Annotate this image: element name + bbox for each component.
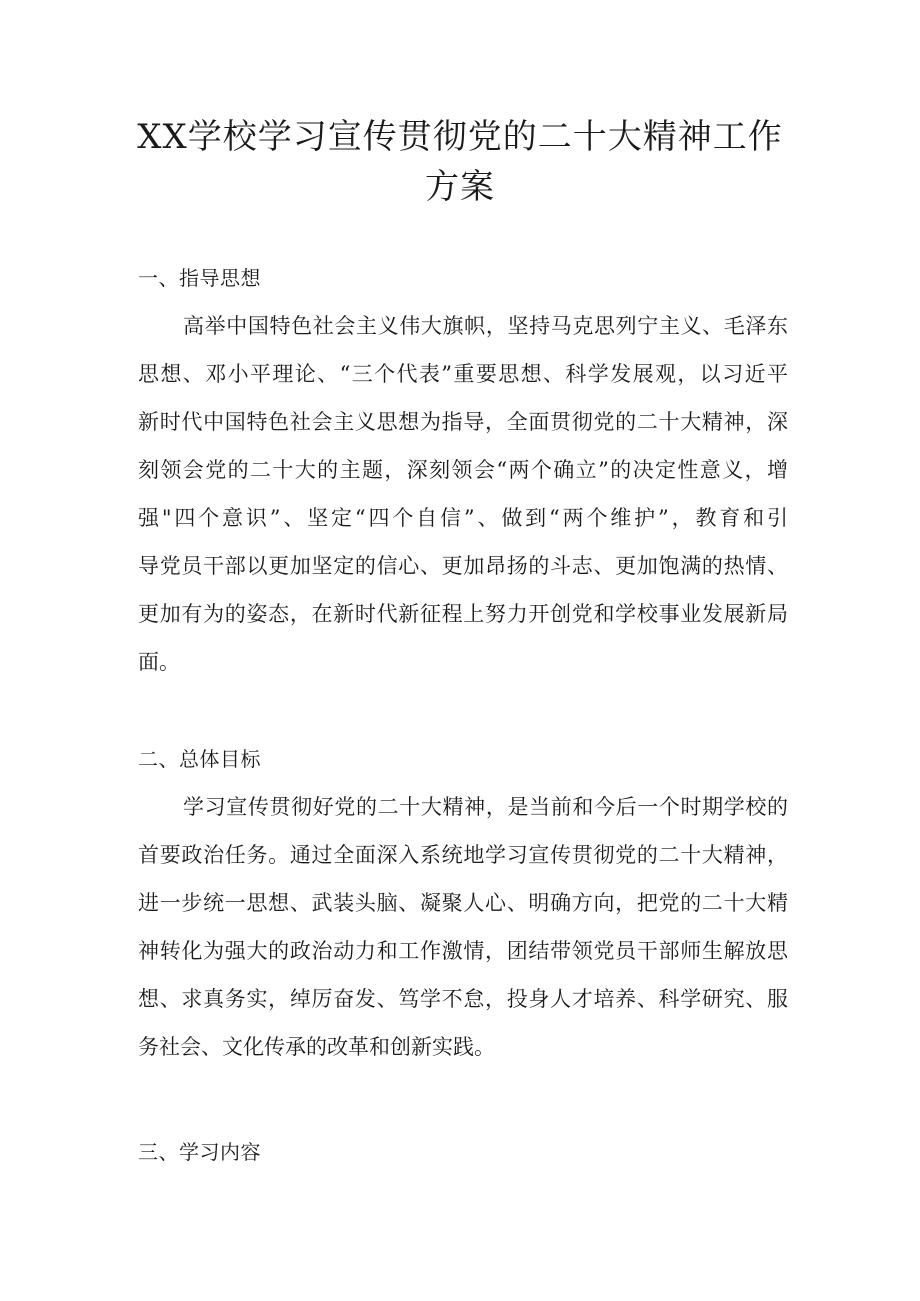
- paragraph-line: 神转化为强大的政治动力和工作激情，团结带领党员干部师生解放思: [138, 939, 788, 963]
- paragraph-line: 更加有为的姿态，在新时代新征程上努力开创党和学校事业发展新局: [138, 602, 788, 626]
- paragraph-line: 首要政治任务。通过全面深入系统地学习宣传贯彻党的二十大精神，: [138, 843, 788, 867]
- section-heading-study-content: 三、学习内容: [138, 1140, 261, 1164]
- paragraph-line: 强"四个意识”、坚定“四个自信”、做到“两个维护”，教育和引: [138, 506, 788, 530]
- paragraph-line: 思想、邓小平理论、“三个代表”重要思想、科学发展观，以习近平: [138, 362, 788, 386]
- paragraph-line: 学习宣传贯彻好党的二十大精神，是当前和今后一个时期学校的: [183, 795, 788, 819]
- document-title-line-2: 方案: [425, 167, 495, 207]
- paragraph-line: 务社会、文化传承的改革和创新实践。: [138, 1035, 495, 1059]
- document-title-line-1: XX学校学习宣传贯彻党的二十大精神工作: [137, 117, 783, 157]
- paragraph-line: 新时代中国特色社会主义思想为指导，全面贯彻党的二十大精神，深: [138, 410, 788, 434]
- paragraph-line: 导党员干部以更加坚定的信心、更加昂扬的斗志、更加饱满的热情、: [138, 554, 788, 578]
- paragraph-line: 想、求真务实，绰厉奋发、笃学不怠，投身人才培养、科学研究、服: [138, 987, 788, 1011]
- paragraph-line: 高举中国特色社会主义伟大旗帜，坚持马克思列宁主义、毛泽东: [183, 314, 788, 338]
- section-heading-guiding-thought: 一、指导思想: [138, 266, 261, 290]
- paragraph-line: 面。: [138, 650, 180, 674]
- section-heading-overall-goal: 二、总体目标: [138, 747, 261, 771]
- paragraph-line: 刻领会党的二十大的主题，深刻领会“两个确立”的决定性意义，增: [138, 458, 788, 482]
- paragraph-line: 进一步统一思想、武装头脑、凝聚人心、明确方向，把党的二十大精: [138, 891, 788, 915]
